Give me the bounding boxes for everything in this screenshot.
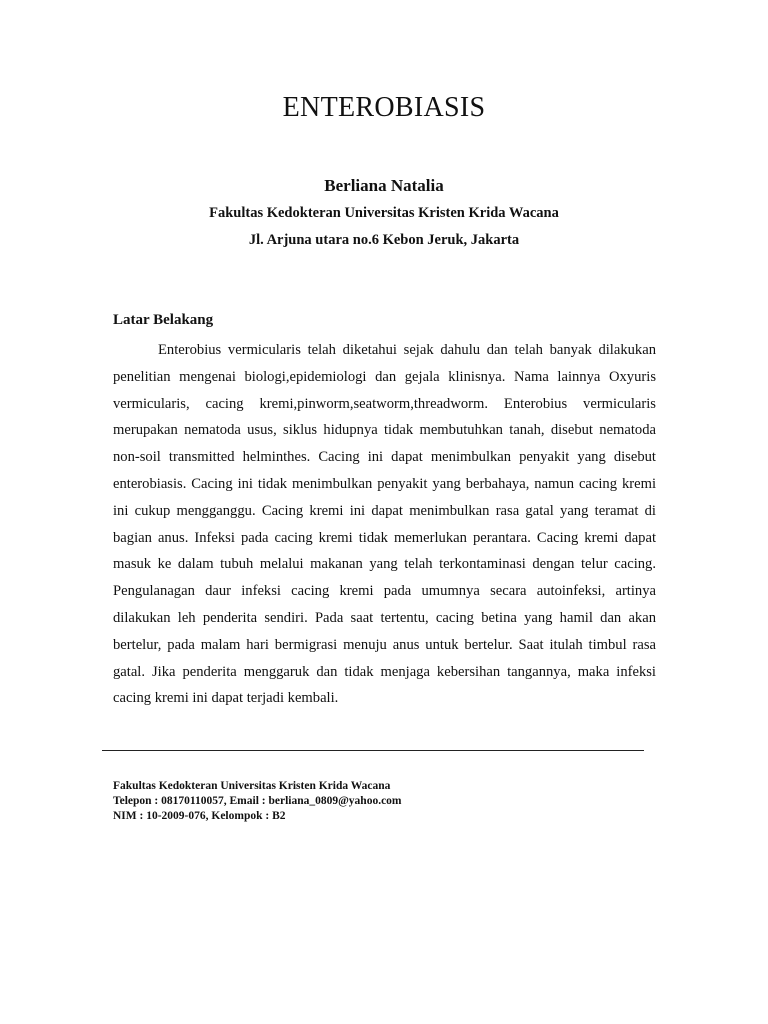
section-heading: Latar Belakang	[113, 312, 214, 328]
footnote-contact: Telepon : 08170110057, Email : berliana_0809@yahoo.com	[113, 795, 402, 807]
affiliation-institution: Fakultas Kedokteran Universitas Kristen Krida Wacana	[209, 205, 559, 221]
footnote-student-id: NIM : 10-2009-076, Kelompok : B2	[113, 810, 286, 822]
footnote-divider	[102, 750, 644, 751]
author-name: Berliana Natalia	[324, 176, 444, 195]
footnote-institution: Fakultas Kedokteran Universitas Kristen Krida Wacana	[113, 780, 391, 792]
affiliation-address: Jl. Arjuna utara no.6 Kebon Jeruk, Jakarta	[248, 232, 520, 248]
document-title: ENTEROBIASIS	[282, 92, 486, 123]
body-paragraph: Enterobius vermicularis telah diketahui sejak dahulu dan telah banyak dilakukan penelitian mengenai biologi,epidemiologi dan gejala klinisnya. Nama lainnya Oxyuris vermicularis, cacing kremi,pinworm,seatworm,threadworm. Enterobius vermicularis merupakan nematoda usus, siklus hidupnya tidak membutuhkan tanah, disebut nematoda non-soil transmitted helminthes. Cacing ini dapat menimbulkan penyakit yang disebut enterobiasis. Cacing ini tidak menimbulkan penyakit yang berbahaya, namun cacing kremi ini cukup mengganggu. Cacing kremi ini dapat menimbulkan rasa gatal yang teramat di bagian anus. Infeksi pada cacing kremi tidak memerlukan perantara. Cacing kremi dapat masuk ke dalam tubuh melalui makanan yang telah terkontaminasi dengan telur cacing. Pengulanagan daur infeksi cacing kremi pada umumnya secara autoinfeksi, artinya dilakukan leh penderita sendiri. Pada saat tertentu, cacing betina yang hamil dan akan bertelur, pada malam hari bermigrasi menuju anus untuk bertelur. Saat itulah timbul rasa gatal. Jika penderita menggaruk dan tidak menjaga kebersihan tangannya, maka infeksi cacing kremi ini dapat terjadi kembali.	[113, 342, 656, 707]
